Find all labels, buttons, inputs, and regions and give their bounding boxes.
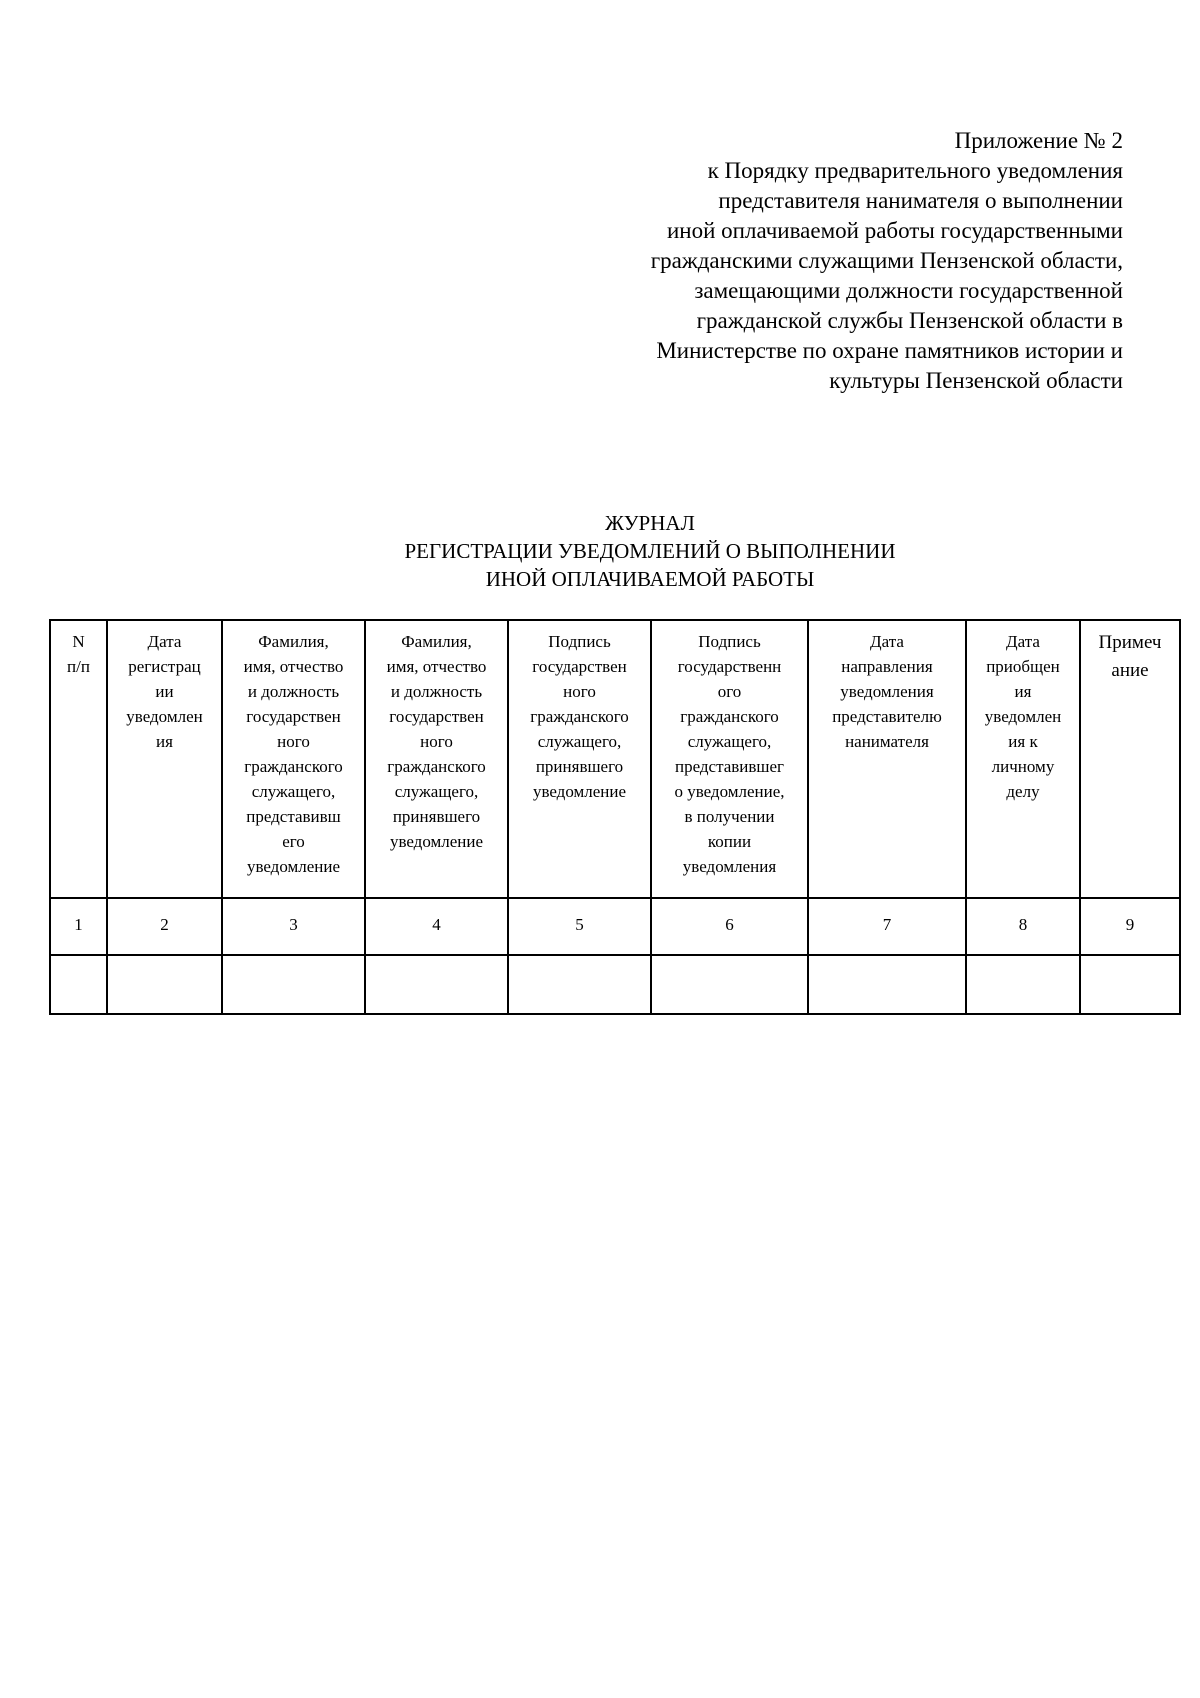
appendix-header: [503, 126, 1123, 396]
header-text-line: служащего,: [394, 782, 479, 801]
header-text-line: имя, отчество: [386, 657, 487, 676]
header-text-line: Дата: [1006, 632, 1040, 651]
header-cell: [651, 620, 808, 898]
header-text-line: Фамилия,: [401, 632, 472, 651]
header-text-line: ание: [1111, 660, 1149, 681]
appendix-line: Министерстве по охране памятников истории и: [656, 338, 1123, 363]
header-text-line: ии: [155, 682, 174, 701]
appendix-line: Приложение № 2: [954, 128, 1123, 153]
header-text-line: ия: [1014, 682, 1032, 701]
header-cell: [808, 620, 966, 898]
table-cell: [50, 955, 107, 1014]
header-cell: [1080, 620, 1180, 898]
header-text-line: делу: [1006, 782, 1040, 801]
column-number-cell: 8: [966, 898, 1080, 955]
table-cell: [808, 955, 966, 1014]
header-text-line: государственн: [677, 657, 782, 676]
header-text-line: приобщен: [986, 657, 1060, 676]
header-text-line: уведомлен: [126, 707, 203, 726]
header-text-line: принявшего: [392, 807, 481, 826]
column-number-cell: 7: [808, 898, 966, 955]
header-text-line: гражданского: [530, 707, 629, 726]
header-text-line: представивш: [246, 807, 341, 826]
column-number-cell: 4: [365, 898, 508, 955]
header-text-line: государствен: [246, 707, 341, 726]
header-cell: [50, 620, 107, 898]
header-text-line: и должность: [247, 682, 340, 701]
column-number-cell: 9: [1080, 898, 1180, 955]
appendix-line: представителя нанимателя о выполнении: [718, 188, 1123, 213]
appendix-line: гражданскими служащими Пензенской области,: [650, 248, 1123, 273]
appendix-line: замещающими должности государственной: [694, 278, 1123, 303]
header-text-line: ия к: [1008, 732, 1038, 751]
header-text-line: принявшего: [535, 757, 624, 776]
header-text-line: уведомление: [532, 782, 627, 801]
table-cell: [508, 955, 651, 1014]
header-cell: [107, 620, 222, 898]
header-text-line: гражданского: [680, 707, 779, 726]
appendix-line: культуры Пензенской области: [829, 368, 1123, 393]
table-cell: [107, 955, 222, 1014]
header-text-line: ия: [156, 732, 173, 751]
header-text-line: государствен: [532, 657, 627, 676]
header-cell: [222, 620, 365, 898]
table-number-row: [50, 898, 1180, 955]
header-text-line: уведомлен: [984, 707, 1062, 726]
header-text-line: нанимателя: [845, 732, 929, 751]
table-header-row: [50, 620, 1180, 898]
header-text-line: государствен: [389, 707, 484, 726]
header-text-line: о уведомление,: [674, 782, 785, 801]
header-text-line: гражданского: [244, 757, 343, 776]
header-text-line: копии: [707, 832, 752, 851]
column-number-cell: 5: [508, 898, 651, 955]
header-text-line: ного: [563, 682, 596, 701]
header-text-line: Дата: [870, 632, 904, 651]
appendix-line: гражданской службы Пензенской области в: [696, 308, 1123, 333]
table-cell: [651, 955, 808, 1014]
header-text-line: Фамилия,: [258, 632, 329, 651]
journal-title: [0, 509, 1200, 593]
appendix-line: к Порядку предварительного уведомления: [707, 158, 1123, 183]
header-text-line: гражданского: [387, 757, 486, 776]
header-text-line: N: [72, 632, 85, 651]
header-cell: [508, 620, 651, 898]
header-cell: [966, 620, 1080, 898]
journal-table: [49, 619, 1181, 1015]
column-number-cell: 3: [222, 898, 365, 955]
table-cell: [365, 955, 508, 1014]
header-text-line: служащего,: [537, 732, 622, 751]
table-cell: [966, 955, 1080, 1014]
header-text-line: Дата: [147, 632, 182, 651]
header-text-line: представителю: [832, 707, 942, 726]
header-text-line: направления: [841, 657, 933, 676]
column-number-cell: 1: [50, 898, 107, 955]
header-text-line: ого: [717, 682, 742, 701]
header-cell: [365, 620, 508, 898]
header-text-line: уведомление: [389, 832, 484, 851]
header-text-line: ного: [420, 732, 453, 751]
column-number-cell: 6: [651, 898, 808, 955]
header-text-line: уведомления: [840, 682, 934, 701]
header-text-line: Подпись: [548, 632, 611, 651]
journal-title-line: ЖУРНАЛ: [605, 511, 695, 535]
header-text-line: ного: [277, 732, 310, 751]
journal-title-line: РЕГИСТРАЦИИ УВЕДОМЛЕНИЙ О ВЫПОЛНЕНИИ: [404, 539, 896, 563]
header-text-line: п/п: [67, 657, 90, 676]
header-text-line: регистрац: [128, 657, 201, 676]
header-text-line: представившег: [674, 757, 785, 776]
header-text-line: уведомление: [246, 857, 341, 876]
table-cell: [1080, 955, 1180, 1014]
header-text-line: имя, отчество: [243, 657, 344, 676]
appendix-line: иной оплачиваемой работы государственными: [666, 218, 1123, 243]
header-text-line: служащего,: [687, 732, 772, 751]
header-text-line: личному: [991, 757, 1055, 776]
table-row: [50, 955, 1180, 1014]
journal-title-line: ИНОЙ ОПЛАЧИВАЕМОЙ РАБОТЫ: [485, 567, 815, 591]
header-text-line: его: [282, 832, 305, 851]
header-text-line: Примеч: [1098, 632, 1162, 653]
table-cell: [222, 955, 365, 1014]
header-text-line: в получении: [684, 807, 775, 826]
header-text-line: Подпись: [698, 632, 761, 651]
header-text-line: служащего,: [251, 782, 336, 801]
header-text-line: уведомления: [682, 857, 777, 876]
header-text-line: и должность: [390, 682, 483, 701]
column-number-cell: 2: [107, 898, 222, 955]
